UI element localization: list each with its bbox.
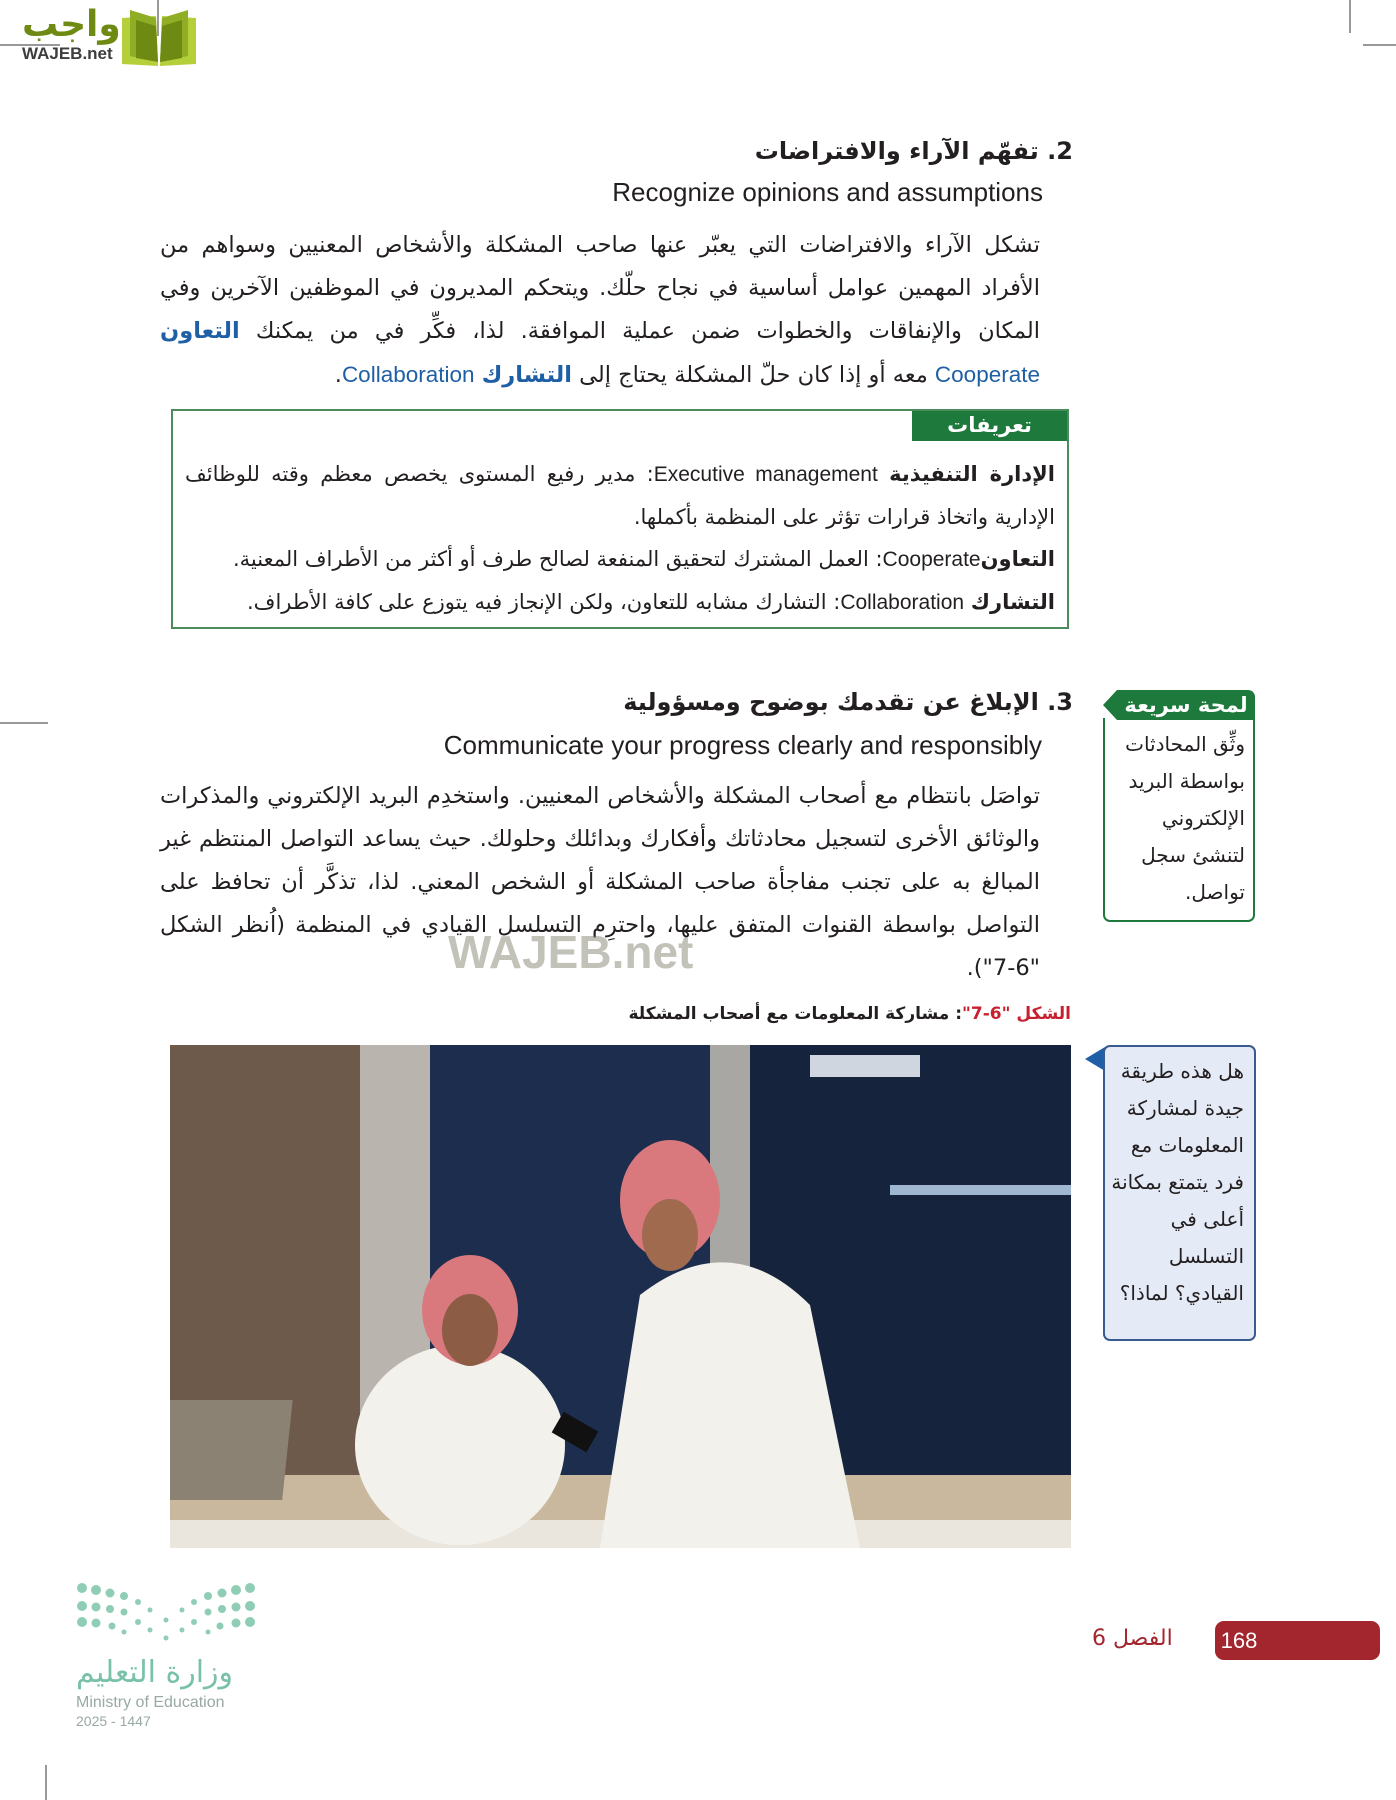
figure-photo [170, 1045, 1071, 1548]
page-number: 168 [1220, 1628, 1258, 1653]
open-book-icon [118, 6, 200, 66]
quick-tip-label: لمحة سريعة [1117, 690, 1255, 720]
section2-number: 2. [1047, 137, 1073, 165]
section3-title-en: Communicate your progress clearly and responsibly [443, 730, 1042, 760]
question-text: هل هذه طريقة جيدة لمشاركة المعلومات مع فرد يتمتع بمكانة أعلى في التسلسل القيادي؟ لماذا؟ [1111, 1059, 1244, 1305]
section3-paragraph: تواصَل بانتظام مع أصحاب المشكلة والأشخاص المعنيين. واستخدِم البريد الإلكتروني والمذكرات والوثائق الأخرى لتسجيل محادثاتك وأفكارك وبدائلك وحلولك. حيث يساعد التواصل المنتظم غير المبالغ به على تجنب مفاجأة صاحب المشكلة أو الشخص المعني. لذا، تذكَّر أن تحافظ على التواصل بواسطة القنوات المتفق عليها، واحترِم التسلسل القيادي في المنظمة (اُنظر الشكل "6-7"). [160, 783, 1040, 981]
section2-paragraph: تشكل الآراء والافتراضات التي يعبّر عنها صاحب المشكلة والأشخاص المعنيين وسواهم من الأفراد المهمين عوامل أساسية في نجاح حلّك. ويتحكم المديرون في الموظفين الآخرين وفي المكان والإنفاقات والخطوات ضمن عملية الموافقة. لذا، فكِّر في من يمكنك التعاون Cooperate معه أو إذا كان حلّ المشكلة يحتاج إلى التشارك Collaboration. [160, 232, 1040, 388]
logo-english: WAJEB.net [22, 44, 113, 63]
tip-arrow-icon [1103, 690, 1117, 720]
section2-heading [755, 137, 1073, 165]
crop-mark [1363, 44, 1396, 46]
section3-title-ar: الإبلاغ عن تقدمك بوضوح ومسؤولية [623, 688, 1039, 716]
ministry-of-education-logo [76, 1580, 256, 1730]
crop-mark [45, 1765, 47, 1800]
term-collaboration-ar: التشارك [481, 362, 572, 388]
question-box [1103, 1045, 1256, 1341]
crop-mark [1349, 0, 1351, 33]
term-cooperate-en: Cooperate [934, 362, 1040, 387]
quick-tip-text: وثِّق المحادثات بواسطة البريد الإلكتروني لتنشئ سجل تواصل. [1125, 732, 1245, 904]
logo-arabic: واجب [22, 4, 121, 45]
section3-heading [623, 688, 1073, 716]
figure-caption-text: مشاركة المعلومات مع أصحاب المشكلة [628, 1004, 950, 1024]
question-arrow-icon [1085, 1047, 1105, 1071]
section3-number: 3. [1047, 688, 1073, 716]
page-number-bar [1215, 1621, 1380, 1660]
academic-year: 2025 - 1447 [76, 1713, 151, 1729]
section2-title-en: Recognize opinions and assumptions [612, 177, 1043, 207]
ministry-name-ar: وزارة التعليم [76, 1655, 234, 1690]
quick-tip-box [1103, 690, 1255, 922]
term-collaboration-en: Collaboration [341, 362, 475, 387]
definitions-box [171, 409, 1069, 629]
definition-item: التشارك Collaboration: التشارك مشابه للتعاون، ولكن الإنجاز فيه يتوزع على كافة الأطراف. [247, 590, 1055, 614]
chapter-label: الفصل 6 [1092, 1626, 1173, 1651]
moe-dots-icon [76, 1580, 256, 1650]
office-photo-illustration [170, 1045, 1071, 1548]
crop-mark [0, 722, 48, 724]
term-cooperate-ar: التعاون [160, 318, 240, 344]
wajeb-logo[interactable] [10, 4, 190, 66]
ministry-name-en: Ministry of Education [76, 1694, 225, 1711]
definitions-tab: تعريفات [912, 411, 1067, 441]
figure-label: الشكل "6-7" [962, 1004, 1071, 1024]
definition-item: الإدارة التنفيذية Executive management: مدير رفيع المستوى يخصص معظم وقته للوظائف الإدارية واتخاذ قرارات تؤثر على المنظمة بأكملها. [185, 462, 1055, 529]
definition-item: التعاونCooperate: العمل المشترك لتحقيق المنفعة لصالح طرف أو أكثر من الأطراف المعنية. [232, 547, 1055, 571]
figure-caption: الشكل "6-7": مشاركة المعلومات مع أصحاب المشكلة [628, 1004, 1071, 1024]
section2-title-ar: تفهّم الآراء والافتراضات [754, 137, 1039, 165]
watermark: WAJEB.net [448, 926, 694, 978]
